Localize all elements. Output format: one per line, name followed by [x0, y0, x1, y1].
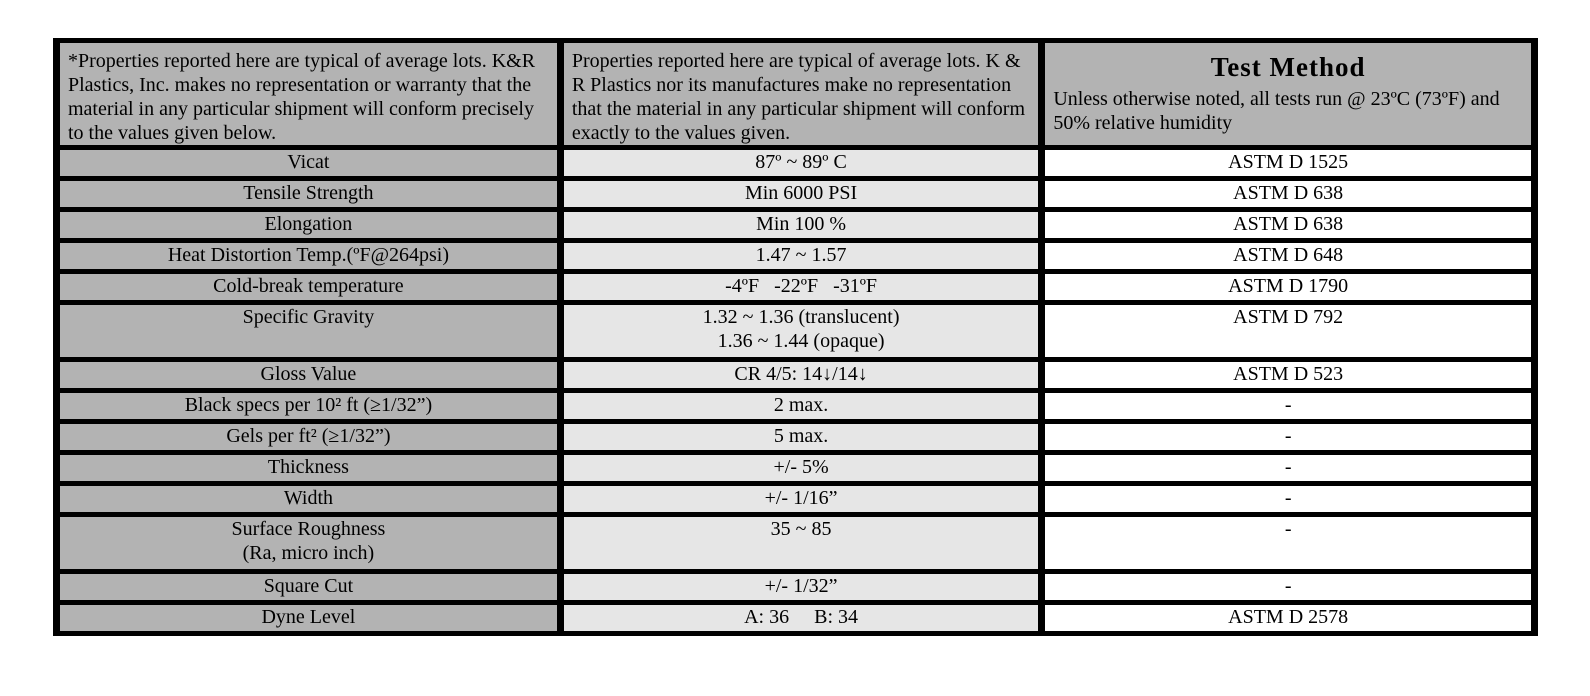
table-row — [60, 486, 1531, 512]
test-method-note: Unless otherwise noted, all tests run @ 23ºC (73ºF) and 50% relative humidity — [1053, 88, 1500, 134]
property-cell: Tensile Strength — [60, 181, 557, 207]
property-line: Surface Roughness — [231, 518, 386, 540]
table-row — [60, 150, 1531, 176]
property-cell: Vicat — [60, 150, 557, 176]
property-cell: Thickness — [60, 455, 557, 481]
method-cell: ASTM D 792 — [1045, 305, 1531, 357]
value-cell: 87º ~ 89º C — [564, 150, 1038, 176]
test-method-header — [1045, 43, 1531, 145]
table-row — [60, 274, 1531, 300]
table-row — [60, 362, 1531, 388]
value-cell: +/- 1/16” — [564, 486, 1038, 512]
property-cell: Gels per ft² (≥1/32”) — [60, 424, 557, 450]
property-cell: Specific Gravity — [60, 305, 557, 357]
property-cell: Gloss Value — [60, 362, 557, 388]
property-line: (Ra, micro inch) — [242, 542, 375, 564]
table-row — [60, 305, 1531, 357]
property-cell: Elongation — [60, 212, 557, 238]
method-cell: ASTM D 2578 — [1045, 605, 1531, 631]
method-cell: - — [1045, 574, 1531, 600]
method-cell: ASTM D 523 — [1045, 362, 1531, 388]
method-cell: ASTM D 1790 — [1045, 274, 1531, 300]
property-cell: Heat Distortion Temp.(ºF@264psi) — [60, 243, 557, 269]
property-cell: Width — [60, 486, 557, 512]
value-cell: 2 max. — [564, 393, 1038, 419]
method-cell: - — [1045, 517, 1531, 569]
value-cell: -4ºF -22ºF -31ºF — [564, 274, 1038, 300]
table-row — [60, 181, 1531, 207]
method-cell: - — [1045, 393, 1531, 419]
method-cell: ASTM D 1525 — [1045, 150, 1531, 176]
value-cell: Min 100 % — [564, 212, 1038, 238]
method-cell: - — [1045, 486, 1531, 512]
property-cell: Black specs per 10² ft (≥1/32”) — [60, 393, 557, 419]
value-cell: Min 6000 PSI — [564, 181, 1038, 207]
disclaimer-cell-1: *Properties reported here are typical of average lots. K&R Plastics, Inc. makes no representation or warranty that the material in any particular shipment will conform precisely to the values given below. — [60, 43, 557, 145]
value-cell: A: 36 B: 34 — [564, 605, 1038, 631]
property-cell: Square Cut — [60, 574, 557, 600]
disclaimer-cell-2: Properties reported here are typical of average lots. K & R Plastics nor its manufactures make no representation that the material in any particular shipment will conform exactly to the values given. — [564, 43, 1038, 145]
table-row — [60, 424, 1531, 450]
value-cell: +/- 5% — [564, 455, 1038, 481]
test-method-title: Test Method — [1210, 52, 1366, 82]
property-cell: Cold-break temperature — [60, 274, 557, 300]
table-row — [60, 455, 1531, 481]
method-cell: ASTM D 638 — [1045, 181, 1531, 207]
value-line: 1.32 ~ 1.36 (translucent) — [702, 306, 900, 328]
method-cell: ASTM D 648 — [1045, 243, 1531, 269]
value-cell: 5 max. — [564, 424, 1038, 450]
method-cell: - — [1045, 424, 1531, 450]
header-row — [60, 43, 1531, 145]
table-row — [60, 574, 1531, 600]
method-cell: ASTM D 638 — [1045, 212, 1531, 238]
property-cell: Dyne Level — [60, 605, 557, 631]
property-cell — [60, 517, 557, 569]
method-cell: - — [1045, 455, 1531, 481]
table-row — [60, 212, 1531, 238]
value-cell: 1.47 ~ 1.57 — [564, 243, 1038, 269]
table-row — [60, 517, 1531, 569]
value-line: 1.36 ~ 1.44 (opaque) — [717, 330, 885, 352]
value-cell: CR 4/5: 14↓/14↓ — [564, 362, 1038, 388]
table-row — [60, 605, 1531, 631]
table-row — [60, 243, 1531, 269]
value-cell — [564, 305, 1038, 357]
value-cell: +/- 1/32” — [564, 574, 1038, 600]
value-cell: 35 ~ 85 — [564, 517, 1038, 569]
table-row — [60, 393, 1531, 419]
properties-table — [53, 38, 1538, 636]
